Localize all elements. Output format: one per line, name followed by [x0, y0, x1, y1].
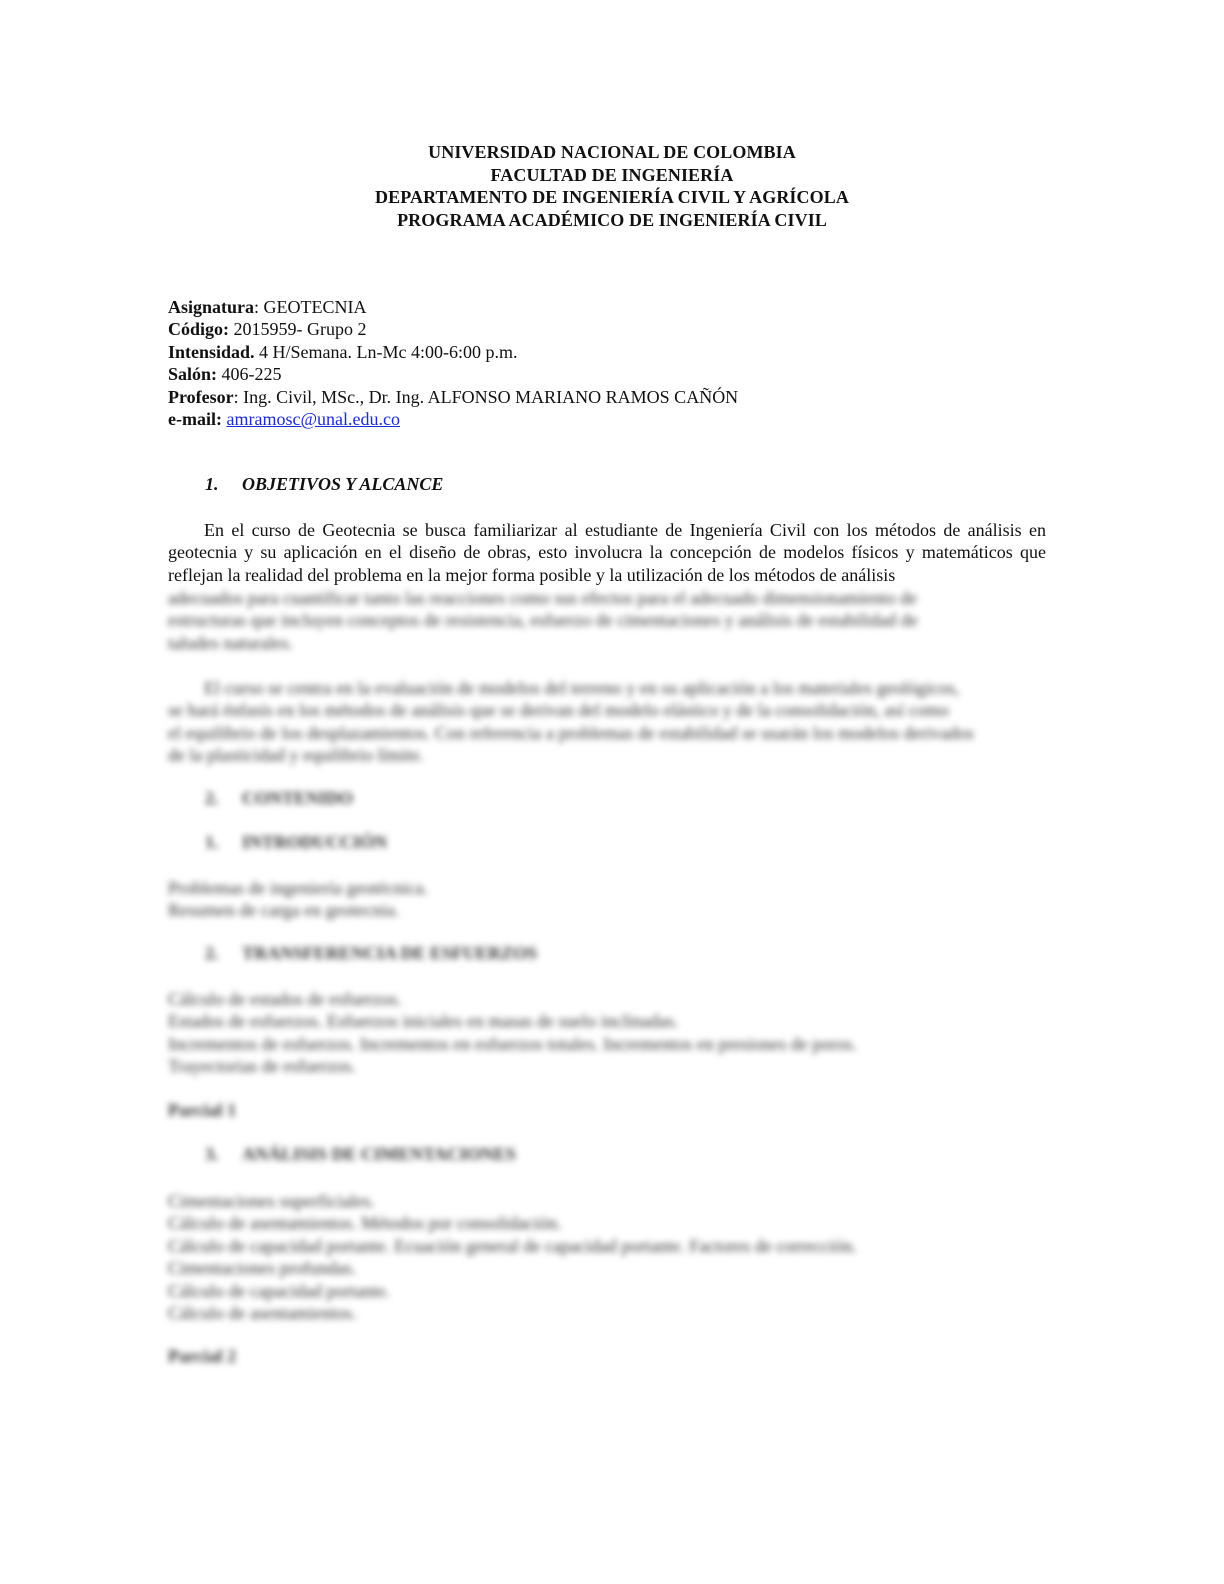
header-program: PROGRAMA ACADÉMICO DE INGENIERÍA CIVIL	[397, 209, 827, 230]
asignatura-label: Asignatura	[168, 297, 255, 317]
heading-number: 3.	[205, 1144, 219, 1164]
section-title-text: OBJETIVOS Y ALCANCE	[242, 474, 444, 494]
header-university: UNIVERSIDAD NACIONAL DE COLOMBIA	[428, 142, 796, 162]
blurred-heading-esfuerzos	[205, 943, 537, 964]
blurred-parcial-2: Parcial 2	[168, 1346, 237, 1366]
profesor-label: Profesor	[168, 386, 234, 407]
codigo-value: 2015959- Grupo 2	[229, 319, 367, 340]
blurred-list-2	[168, 988, 857, 1078]
list-item: Problemas de ingeniería geotécnica.	[168, 878, 428, 898]
intensidad-label: Intensidad.	[168, 341, 255, 362]
blurred-list-1	[168, 877, 428, 922]
blurred-paragraph-2	[168, 677, 1046, 767]
list-item: Cálculo de asentamientos.	[168, 1303, 357, 1324]
blurred-line: taludes naturales.	[168, 632, 293, 653]
blurred-line: adecuados para cuantificar tanto las reacciones como sus efectos para el adecuado dimensionamiento de	[168, 588, 918, 608]
blurred-line: El curso se centra en la evaluación de modelos del terreno y en su aplicación a los materiales geológicos,	[204, 678, 960, 698]
info-intensidad	[168, 341, 1048, 363]
blurred-paragraph-1	[168, 587, 1046, 654]
info-email	[168, 408, 1048, 430]
course-info	[168, 296, 1048, 430]
profesor-value: : Ing. Civil, MSc., Dr. Ing. ALFONSO MARIANO RAMOS CAÑÓN	[233, 386, 739, 407]
heading-text: TRANSFERENCIA DE ESFUERZOS	[242, 943, 538, 963]
heading-text: CONTENIDO	[242, 788, 354, 808]
intensidad-value: 4 H/Semana. Ln-Mc 4:00-6:00 p.m.	[254, 341, 518, 362]
salon-value: 406-225	[217, 364, 282, 385]
info-profesor	[168, 386, 1048, 408]
list-item: Cimentaciones profundas.	[168, 1258, 356, 1279]
blurred-line: el equilibrio de los desplazamientos. Con referencia a problemas de estabilidad se usarán los modelos derivados	[168, 722, 974, 743]
blurred-heading-contenido	[205, 788, 353, 809]
list-item: Cálculo de estados de esfuerzos.	[168, 989, 402, 1009]
section-number: 1.	[205, 474, 219, 494]
list-item: Cálculo de capacidad portante. Ecuación general de capacidad portante. Factores de corrección.	[168, 1235, 857, 1256]
objetivos-paragraph: En el curso de Geotecnia se busca familiarizar al estudiante de Ingeniería Civil con los métodos de análisis en geotecnia y su aplicación en el diseño de obras, esto involucra la concepción de modelos físicos y matemáticos que reflejan la realidad del problema en la mejor forma posible y la utilización de los métodos de análisis	[168, 520, 1046, 585]
list-item: Trayectorias de esfuerzos.	[168, 1056, 356, 1077]
info-salon	[168, 363, 1048, 385]
list-item: Estados de esfuerzos. Esfuerzos iniciales en masas de suelo inclinadas.	[168, 1011, 679, 1032]
email-label: e-mail:	[168, 409, 222, 430]
codigo-label: Código:	[168, 319, 230, 340]
heading-number: 1.	[205, 832, 219, 852]
info-asignatura	[168, 296, 1048, 318]
list-item: Resumen de carga en geotecnia.	[168, 900, 400, 921]
asignatura-value: : GEOTECNIA	[254, 297, 367, 317]
heading-text: INTRODUCCIÓN	[242, 832, 388, 852]
blurred-heading-cimentaciones	[205, 1144, 516, 1165]
list-item: Cálculo de capacidad portante.	[168, 1280, 390, 1301]
section-objetivos-title	[205, 474, 443, 495]
blurred-list-3	[168, 1190, 857, 1324]
list-item: Incrementos de esfuerzos. Incrementos en esfuerzos totales. Incrementos en presiones de poros.	[168, 1033, 857, 1054]
blurred-line: estructuras que incluyen conceptos de resistencia, esfuerzo de cimentaciones y análisis de estabilidad de	[168, 610, 918, 631]
heading-text: ANÁLISIS DE CIMENTACIONES	[242, 1144, 516, 1164]
document-header	[0, 141, 1224, 231]
heading-number: 2.	[205, 788, 219, 808]
blurred-line: de la plasticidad y equilibrio límite.	[168, 745, 424, 766]
blurred-parcial-1: Parcial 1	[168, 1100, 237, 1120]
salon-label: Salón:	[168, 364, 218, 385]
heading-number: 2.	[205, 943, 219, 963]
list-item: Cimentaciones superficiales.	[168, 1191, 375, 1211]
email-link[interactable]: amramosc@unal.edu.co	[226, 409, 400, 430]
blurred-heading-introduccion	[205, 832, 387, 853]
list-item: Cálculo de asentamientos. Métodos por consolidación.	[168, 1213, 562, 1234]
blurred-line: se hará énfasis en los métodos de análisis que se derivan del modelo elástico y de la consolidación, así como	[168, 700, 949, 721]
header-faculty: FACULTAD DE INGENIERÍA	[490, 164, 734, 185]
header-department: DEPARTAMENTO DE INGENIERÍA CIVIL Y AGRÍCOLA	[375, 187, 849, 207]
info-codigo	[168, 318, 1048, 340]
